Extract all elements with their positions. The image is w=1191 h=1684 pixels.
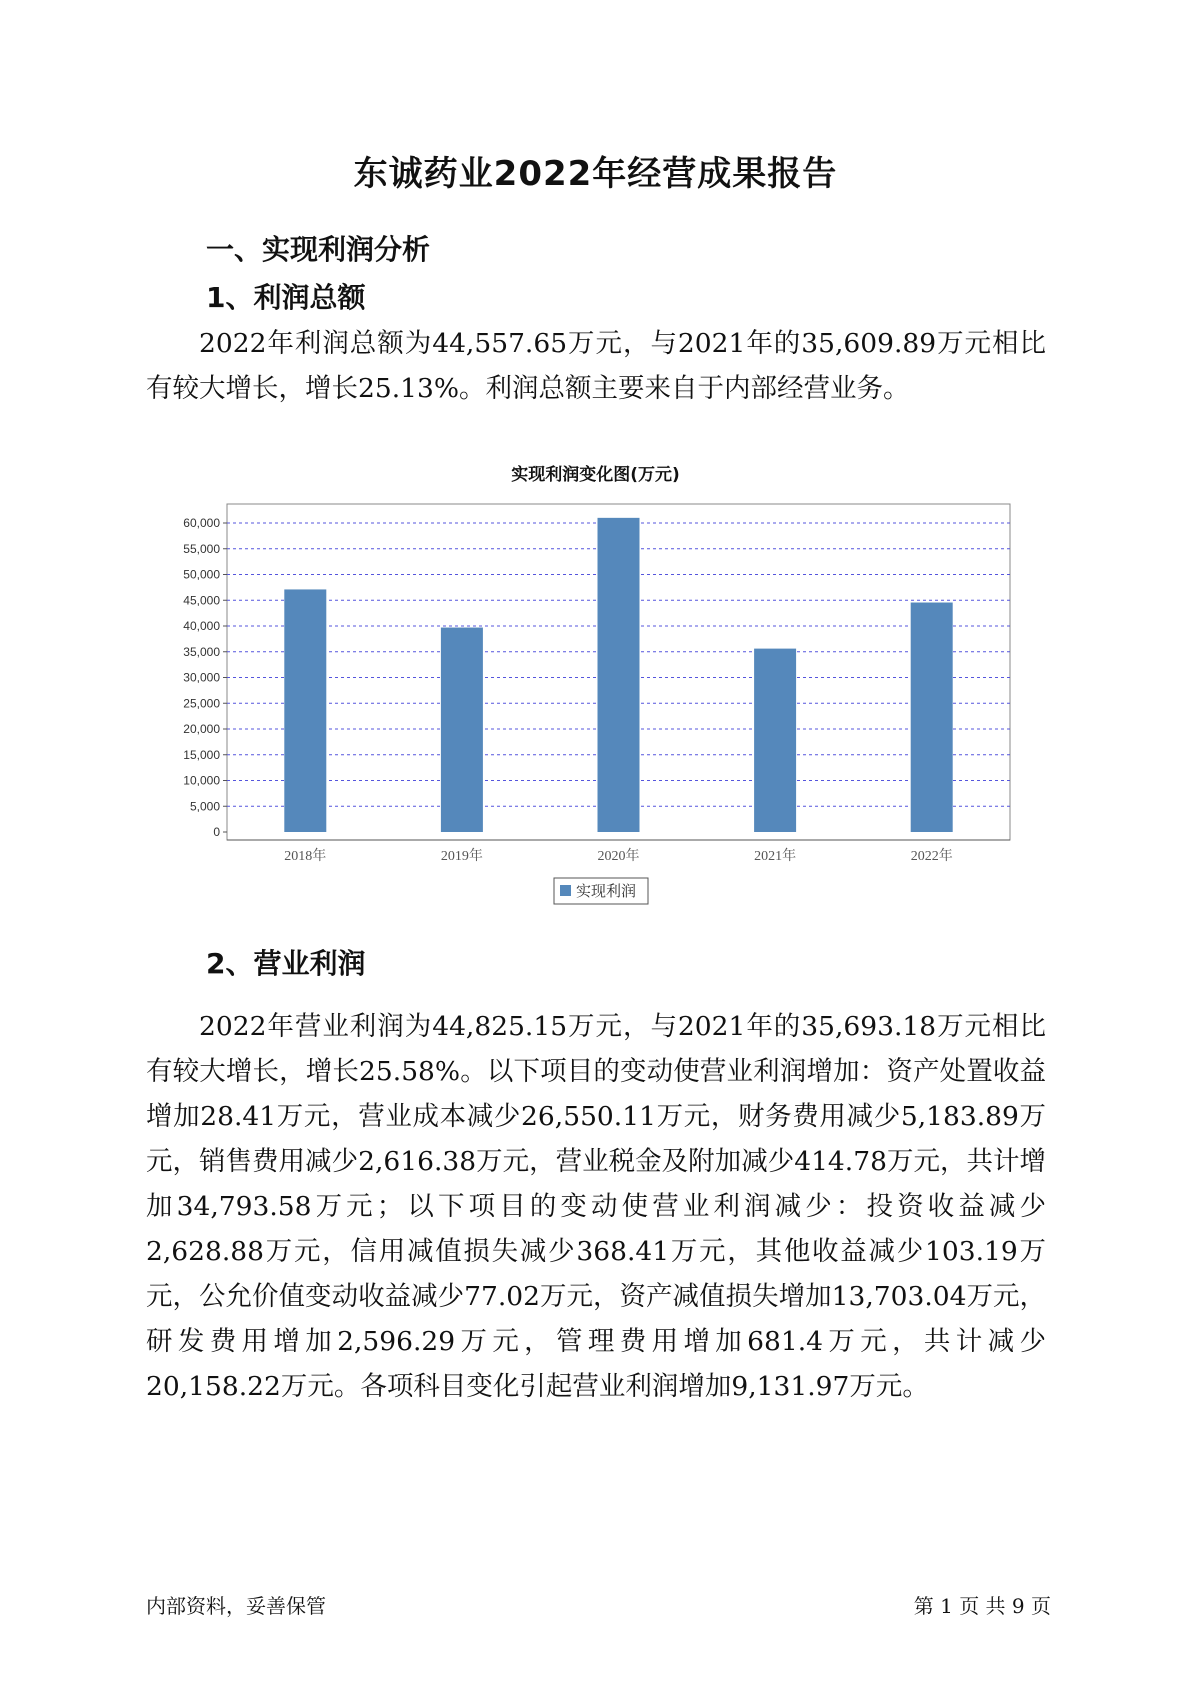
x-tick-label: 2022年	[910, 849, 953, 864]
bar-2	[598, 518, 640, 832]
x-tick-label: 2021年	[754, 849, 797, 864]
section-heading: 一、实现利润分析	[206, 233, 431, 266]
operating-profit-paragraph: 2022年营业利润为44,825.15万元，与2021年的35,693.18万元相比有较大增长，增长25.58%。以下项目的变动使营业利润增加：资产处置收益增加28.41万元，营业成本减少26,550.11万元，财务费用减少5,183.89万元，销售费用减少2,616.38万元，营业税金及附加减少414.78万元，共计增加34,793.58万元；以下项目的变动使营业利润减少：投资收益减少2,628.88万元，信用减值损失减少368.41万元，其他收益减少103.19万元，公允价值变动收益减少77.02万元，资产减值损失增加13,703.04万元，研发费用增加2,596.29万元，管理费用增加681.4万元，共计减少20,158.22万元。各项科目变化引起营业利润增加9,131.97万元。	[146, 1011, 1046, 1402]
y-tick-label: 50,000	[183, 567, 220, 582]
bar-3	[754, 649, 796, 832]
chart-legend	[554, 878, 648, 904]
y-tick-label: 55,000	[183, 541, 220, 556]
legend-label: 实现利润	[576, 884, 637, 900]
y-tick-label: 30,000	[183, 670, 220, 685]
chart-y-axis	[183, 516, 227, 839]
y-tick-label: 40,000	[183, 619, 220, 633]
y-tick-label: 20,000	[183, 722, 220, 736]
chart-title: 实现利润变化图(万元)	[511, 465, 680, 485]
x-tick-label: 2020年	[597, 849, 640, 864]
document-title: 东诚药业2022年经营成果报告	[353, 154, 838, 194]
x-tick-label: 2019年	[440, 849, 483, 864]
y-tick-label: 0	[213, 825, 220, 839]
y-tick-label: 10,000	[183, 773, 220, 788]
y-tick-label: 25,000	[183, 696, 220, 711]
subsection-heading-operating-profit: 2、营业利润	[206, 947, 366, 980]
footer-page-info: 第 1 页 共 9 页	[913, 1594, 1051, 1618]
bar-0	[284, 589, 326, 832]
x-tick-label: 2018年	[284, 849, 327, 864]
y-tick-label: 5,000	[189, 799, 220, 814]
y-tick-label: 60,000	[183, 516, 220, 530]
bar-4	[911, 603, 953, 832]
chart-x-axis	[227, 840, 1010, 864]
y-tick-label: 15,000	[183, 747, 220, 762]
y-tick-label: 45,000	[183, 593, 220, 608]
subsection-heading-total-profit: 1、利润总额	[206, 281, 366, 314]
footer-confidential-note: 内部资料，妥善保管	[146, 1594, 326, 1618]
y-tick-label: 35,000	[183, 644, 220, 659]
bar-1	[441, 628, 483, 832]
legend-swatch	[560, 885, 571, 896]
total-profit-paragraph: 2022年利润总额为44,557.65万元，与2021年的35,609.89万元相比有较大增长，增长25.13%。利润总额主要来自于内部经营业务。	[146, 328, 1046, 404]
